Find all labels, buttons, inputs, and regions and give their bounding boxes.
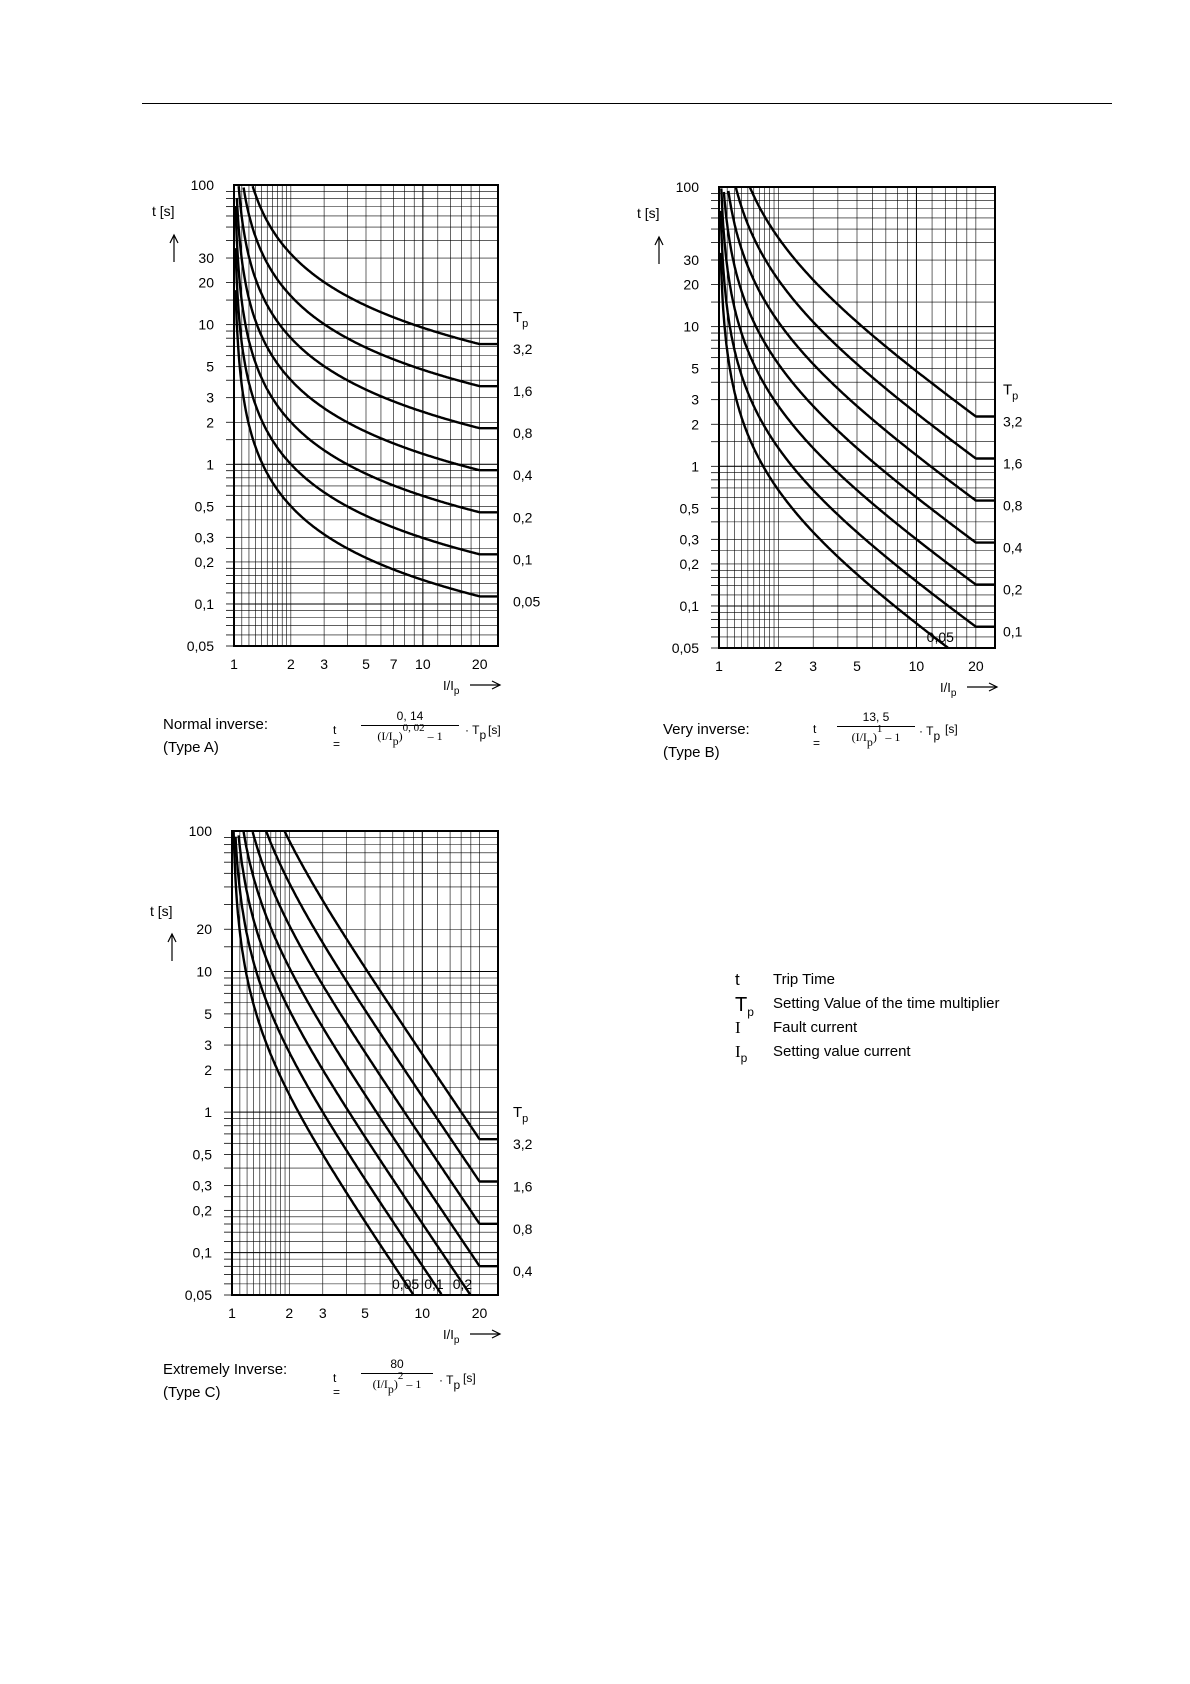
y-tick-label: 0,1 <box>192 1244 212 1261</box>
x-tick-label: 20 <box>968 658 984 674</box>
x-tick-label: 20 <box>471 656 488 672</box>
y-tick-label: 20 <box>683 276 699 293</box>
y-tick-label: 0,5 <box>192 1146 212 1163</box>
y-tick-label: 5 <box>691 360 699 377</box>
series-label: 3,2 <box>513 341 533 358</box>
grid <box>232 831 498 1295</box>
formula-numerator: 80 <box>390 1357 404 1371</box>
formula-unit: [s] <box>945 722 958 736</box>
formula-denominator: (I/Ip)0, 02 – 1 <box>377 722 443 748</box>
curve-tp-0-1 <box>721 211 995 627</box>
x-axis-label: $I/I_p$ <box>443 678 460 697</box>
chart-very-inverse <box>637 179 1023 699</box>
y-tick-label: 0,1 <box>679 597 699 614</box>
series-label: 0,1 <box>1003 623 1023 640</box>
legend-description: Setting value current <box>773 1043 911 1060</box>
formula-denominator: (I/Ip)1 – 1 <box>851 723 901 749</box>
series-label: 3,2 <box>1003 413 1023 430</box>
y-tick-label: 5 <box>206 358 214 375</box>
y-tick-label: 0,5 <box>679 500 699 517</box>
y-tick-label: 0,2 <box>194 553 214 570</box>
legend-description: Fault current <box>773 1019 858 1036</box>
x-tick-label: 3 <box>318 1305 327 1321</box>
formula-lhs: t = <box>333 1371 341 1399</box>
y-tick-label: 0,05 <box>671 640 699 656</box>
caption-line1: Normal inverse: <box>163 716 269 733</box>
formula-lhs: t = <box>813 722 821 750</box>
tp-legend-title: $T_p$ <box>1003 381 1019 403</box>
grid <box>234 185 498 646</box>
x-tick-label: 2 <box>286 656 295 672</box>
x-axis-label-sub: p <box>453 1335 460 1346</box>
y-tick-label: 1 <box>691 458 699 475</box>
y-tick-label: 3 <box>206 389 214 406</box>
series-label: 0,2 <box>513 509 533 526</box>
series-label: 1,6 <box>1003 455 1023 472</box>
formula-denominator: (I/Ip)2 – 1 <box>372 1370 422 1396</box>
series-label-inline: 0,05 <box>391 1276 420 1292</box>
x-tick-label: 20 <box>471 1305 488 1321</box>
y-tick-label: 10 <box>196 963 212 980</box>
legend-symbol: $T_p$ <box>735 994 754 1019</box>
formula-unit: [s] <box>488 723 501 737</box>
y-tick-label: 30 <box>683 252 699 269</box>
x-tick-label: 3 <box>320 656 329 672</box>
x-tick-label: 10 <box>415 656 431 672</box>
y-tick-label: 3 <box>691 391 699 408</box>
tp-legend-title: $T_p$ <box>513 1104 529 1126</box>
x-tick-label: 10 <box>414 1305 431 1321</box>
caption-line2: (Type C) <box>163 1384 221 1401</box>
legend-description: Setting Value of the time multiplier <box>773 995 1000 1012</box>
y-tick-label: 100 <box>675 179 699 195</box>
curve-tp-0-1 <box>236 837 442 1294</box>
y-tick-label: 2 <box>206 414 214 431</box>
series-label: 0,1 <box>513 551 533 568</box>
series-label: 0,2 <box>1003 581 1023 598</box>
series-label: 0,8 <box>1003 497 1023 514</box>
x-tick-label: 5 <box>361 1305 369 1321</box>
caption-type-b <box>663 718 750 764</box>
y-tick-label: 0,05 <box>186 638 214 654</box>
y-axis-label: t [s] <box>637 205 660 221</box>
legend-description: Trip Time <box>773 971 835 988</box>
y-tick-label: 1 <box>204 1104 212 1121</box>
curve-tp-0-8 <box>728 191 995 501</box>
x-tick-label: 1 <box>228 1305 236 1321</box>
x-tick-label: 2 <box>285 1305 294 1321</box>
tp-legend-title-sub: p <box>522 318 529 331</box>
series-label: 0,05 <box>513 593 541 610</box>
formula-numerator: 13, 5 <box>862 710 890 724</box>
series-label: 0,4 <box>513 467 533 484</box>
curve-tp-1-6 <box>736 188 995 459</box>
series-label: 0,8 <box>513 425 533 442</box>
formula-numerator: 0, 14 <box>396 709 424 723</box>
x-axis-label-sub: p <box>453 686 460 697</box>
series-label-inline: 0,2 <box>452 1276 473 1292</box>
y-tick-label: 30 <box>198 250 214 267</box>
curve-tp-0-4 <box>237 198 498 470</box>
legend-symbol: t <box>735 970 740 989</box>
y-tick-label: 0,1 <box>194 595 214 612</box>
formula-lhs: t = <box>333 723 341 751</box>
formula-multiplier: · Tp <box>919 724 941 743</box>
x-tick-label: 3 <box>809 658 818 674</box>
series-label: 0,4 <box>513 1263 533 1280</box>
caption-line2: (Type B) <box>663 744 720 761</box>
x-tick-label: 7 <box>389 656 398 672</box>
legend-symbol: $I_p$ <box>735 1042 748 1065</box>
tp-legend-title-sub: p <box>1012 390 1019 403</box>
y-tick-label: 2 <box>204 1061 212 1078</box>
curve-tp-1-6 <box>266 831 498 1181</box>
tp-legend-title: $T_p$ <box>513 309 529 331</box>
caption-line2: (Type A) <box>163 739 219 756</box>
y-tick-label: 20 <box>198 274 214 291</box>
y-tick-label: 0,3 <box>192 1177 212 1194</box>
y-tick-label: 2 <box>691 416 699 433</box>
y-tick-label: 10 <box>198 316 214 333</box>
y-tick-label: 0,5 <box>194 498 214 515</box>
series-label-inline: 0,05 <box>926 629 954 645</box>
caption-line1: Extremely Inverse: <box>163 1361 288 1378</box>
formula-multiplier: · Tp <box>439 1373 461 1392</box>
tp-legend-title-sub: p <box>522 1113 529 1126</box>
chart-normal-inverse <box>152 177 540 697</box>
x-tick-label: 5 <box>362 656 370 672</box>
caption-type-c <box>163 1358 287 1404</box>
x-tick-label: 5 <box>853 658 861 674</box>
y-tick-label: 20 <box>196 921 212 938</box>
y-tick-label: 0,3 <box>194 529 214 546</box>
legend-symbol: I <box>735 1018 741 1037</box>
series-label-inline: 0,1 <box>424 1276 444 1292</box>
series-label: 1,6 <box>513 383 533 400</box>
curve-tp-0-05 <box>721 253 948 648</box>
caption-line1: Very inverse: <box>663 721 750 738</box>
y-tick-label: 0,2 <box>192 1202 212 1219</box>
y-tick-label: 10 <box>683 318 699 335</box>
caption-type-a <box>163 713 268 759</box>
y-tick-label: 0,3 <box>679 531 699 548</box>
x-tick-label: 10 <box>908 658 925 674</box>
formula-multiplier: · Tp <box>465 723 487 742</box>
y-tick-label: 100 <box>190 177 214 193</box>
y-tick-label: 0,2 <box>679 555 699 572</box>
y-tick-label: 100 <box>188 823 212 839</box>
x-axis-label: $I/I_p$ <box>940 680 957 699</box>
series-label: 1,6 <box>513 1178 533 1195</box>
x-axis-label: $I/I_p$ <box>443 1327 460 1346</box>
y-tick-label: 1 <box>206 456 214 473</box>
y-axis-label: t [s] <box>150 903 173 919</box>
y-tick-label: 0,05 <box>184 1287 212 1303</box>
y-tick-label: 3 <box>204 1037 212 1054</box>
series-label: 3,2 <box>513 1136 533 1153</box>
formula-unit: [s] <box>463 1371 476 1385</box>
curve-tp-0-4 <box>244 831 499 1266</box>
x-axis-label-sub: p <box>950 688 957 699</box>
chart-extremely-inverse <box>150 823 533 1346</box>
series-label: 0,4 <box>1003 539 1023 556</box>
curve-tp-1-6 <box>244 188 498 387</box>
y-axis-label: t [s] <box>152 203 175 219</box>
y-tick-label: 5 <box>204 1005 212 1022</box>
series-label: 0,8 <box>513 1220 533 1237</box>
x-tick-label: 2 <box>774 658 783 674</box>
x-tick-label: 1 <box>715 658 723 674</box>
x-tick-label: 1 <box>230 656 238 672</box>
